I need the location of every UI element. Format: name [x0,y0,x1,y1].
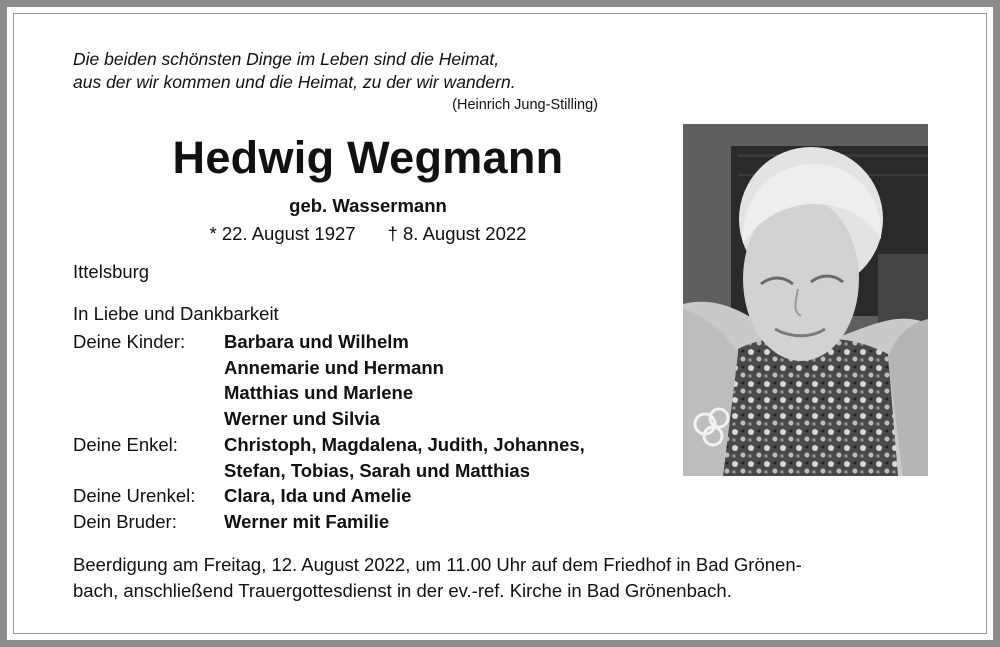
family-names-great-grandchildren [224,483,585,509]
family-label-brother: Dein Bruder: [73,510,177,532]
family-names-grandchildren [224,432,585,483]
family-name-line: Barbara und Wilhelm [224,331,409,352]
funeral-notice [73,552,873,603]
family-label-great-grandchildren: Deine Urenkel: [73,485,196,507]
family-name-line: Clara, Ida und Amelie [224,485,412,507]
family-name-line: Christoph, Magdalena, Judith, Johannes, [224,433,585,455]
portrait-illustration [683,124,928,476]
family-names-brother [224,509,585,535]
family-name-line: Werner mit Familie [224,510,390,532]
birth-date: * 22. August 1927 [209,223,356,244]
deceased-name: Hedwig Wegmann [172,132,564,183]
quote-line-1: Die beiden schönsten Dinge im Leben sind die Heimat, [73,49,500,69]
quote-author: (Heinrich Jung-Stilling) [452,97,598,113]
funeral-line-2: bach, anschließend Trauergottesdienst in der ev.-ref. Kirche in Bad Grönenbach. [73,579,732,601]
family-name-line: Annemarie und Hermann [224,356,444,378]
portrait-photo [683,124,928,476]
funeral-line-1: Beerdigung am Freitag, 12. August 2022, um 11.00 Uhr auf dem Friedhof in Bad Grönen- [73,554,802,575]
quote [73,48,516,94]
family-name-line: Matthias und Marlene [224,382,414,404]
family-name-line: Werner und Silvia [224,408,380,430]
family-list [73,329,585,535]
family-name-line: Stefan, Tobias, Sarah und Matthias [224,459,530,481]
maiden-name: geb. Wassermann [289,195,447,216]
dedication-text: In Liebe und Dankbarkeit [73,303,279,324]
life-dates [60,223,676,245]
family-label-children: Deine Kinder: [73,331,186,352]
family-label-grandchildren: Deine Enkel: [73,433,178,455]
quote-line-2: aus der wir kommen und die Heimat, zu der wir wandern. [73,72,516,92]
death-date: † 8. August 2022 [387,223,527,244]
family-names-children [224,329,585,432]
place-name: Ittelsburg [73,261,150,282]
